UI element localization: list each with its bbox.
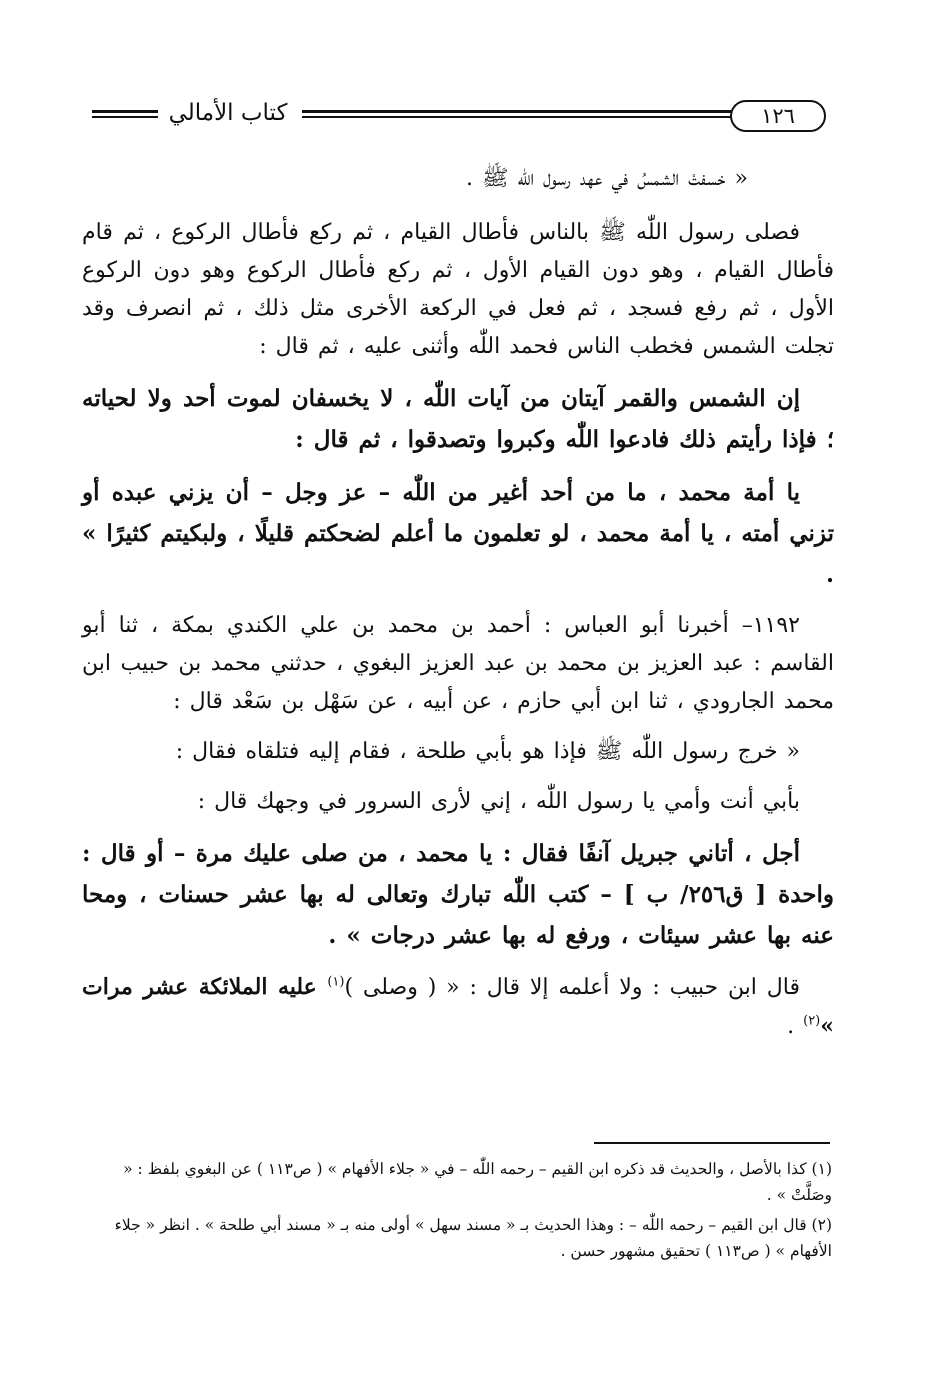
paragraph-9-part-3: .	[787, 1014, 804, 1039]
paragraph-9-part-1: قال ابن حبيب : ولا أعلمه إلا قال : « ( وصلى )	[344, 975, 800, 1000]
footnote-ref-2: (٢)	[803, 1013, 821, 1029]
header-rule-right	[302, 110, 732, 113]
footnote-1-text: كذا بالأصل ، والحديث قد ذكره ابن القيم – رحمه اللّٰه – في « جلاء الأفهام » ( ص١١٣ ) عن البغوي بلفظ : « وصَلَّتْ » .	[123, 1160, 832, 1204]
footnotes	[86, 1156, 832, 1268]
footnote-2	[86, 1212, 832, 1264]
footnote-2-text: قال ابن القيم – رحمه اللّٰه – : وهذا الحديث بـ « مسند سهل » أولى منه بـ « مسند أبي طلحة » . انظر « جلاء الأفهام » ( ص١١٣ ) تحقيق مشهور حسن .	[114, 1216, 832, 1260]
paragraph-3: إن الشمس والقمر آيتان من آيات اللّٰه ، لا يخسفان لموت أحد ولا لحياته ؛ فإذا رأيتم ذلك فادعوا اللّٰه وكبروا وتصدقوا ، ثم قال :	[82, 385, 834, 453]
footnote-2-number: (٢)	[811, 1216, 832, 1234]
footnote-ref-1: (١)	[327, 974, 345, 990]
footnote-1	[86, 1156, 832, 1208]
header-rule-left	[92, 110, 158, 113]
page-number: ١٢٦	[730, 100, 826, 132]
paragraph-6: « خرج رسول اللّٰه ﷺ فإذا هو بأبي طلحة ، فقام إليه فتلقاه فقال :	[175, 739, 800, 764]
paragraph-8: أجل ، أتاني جبريل آنفًا فقال : يا محمد ، من صلى عليك مرة – أو قال : واحدة [ ق٢٥٦/ ب ] – كتب اللّٰه تبارك وتعالى له بها عشر حسنات ، ومحا عنه بها عشر سيئات ، ورفع له بها عشر درجات » .	[82, 840, 835, 949]
footnote-separator	[594, 1142, 830, 1144]
paragraph-1: « خسفتْ الشمسُ في عهد رسول اللّٰه ﷺ .	[466, 166, 748, 191]
paragraph-9-part-2: عليه الملائكة عشر مرات »	[82, 974, 834, 1039]
paragraph-9	[82, 968, 834, 1046]
paragraph-5: ١١٩٢– أخبرنا أبو العباس : أحمد بن محمد بن علي الكندي بمكة ، ثنا أبو القاسم : عبد العزيز بن محمد بن عبد العزيز البغوي ، حدثني محمد بن حبيب ابن محمد الجارودي ، ثنا ابن أبي حازم ، عن أبيه ، عن سَهْل بن سَعْد قال :	[82, 613, 834, 714]
page-header	[92, 98, 832, 138]
main-text	[82, 160, 834, 1046]
paragraph-4: يا أمة محمد ، ما من أحد أغير من اللّٰه – عز وجل – أن يزني عبده أو تزني أمته ، يا أمة محمد ، لو تعلمون ما أعلم لضحكتم قليلًا ، ولبكيتم كثيرًا » .	[82, 479, 834, 588]
header-rule-right-lower	[302, 116, 732, 118]
header-rule-left-lower	[92, 116, 158, 118]
paragraph-2: فصلى رسول اللّٰه ﷺ بالناس فأطال القيام ، ثم ركع فأطال الركوع ، ثم قام فأطال القيام ، وهو دون القيام الأول ، ثم ركع فأطال الركوع وهو دون الركوع الأول ، ثم رفع فسجد ، ثم فعل في الركعة الأخرى مثل ذلك ، ثم انصرف وقد تجلت الشمس فخطب الناس فحمد اللّٰه وأثنى عليه ، ثم قال :	[82, 220, 834, 359]
paragraph-7: بأبي أنت وأمي يا رسول اللّٰه ، إني لأرى السرور في وجهك قال :	[197, 789, 800, 814]
book-title: كتاب الأمالي	[168, 100, 288, 126]
footnote-1-number: (١)	[811, 1160, 832, 1178]
